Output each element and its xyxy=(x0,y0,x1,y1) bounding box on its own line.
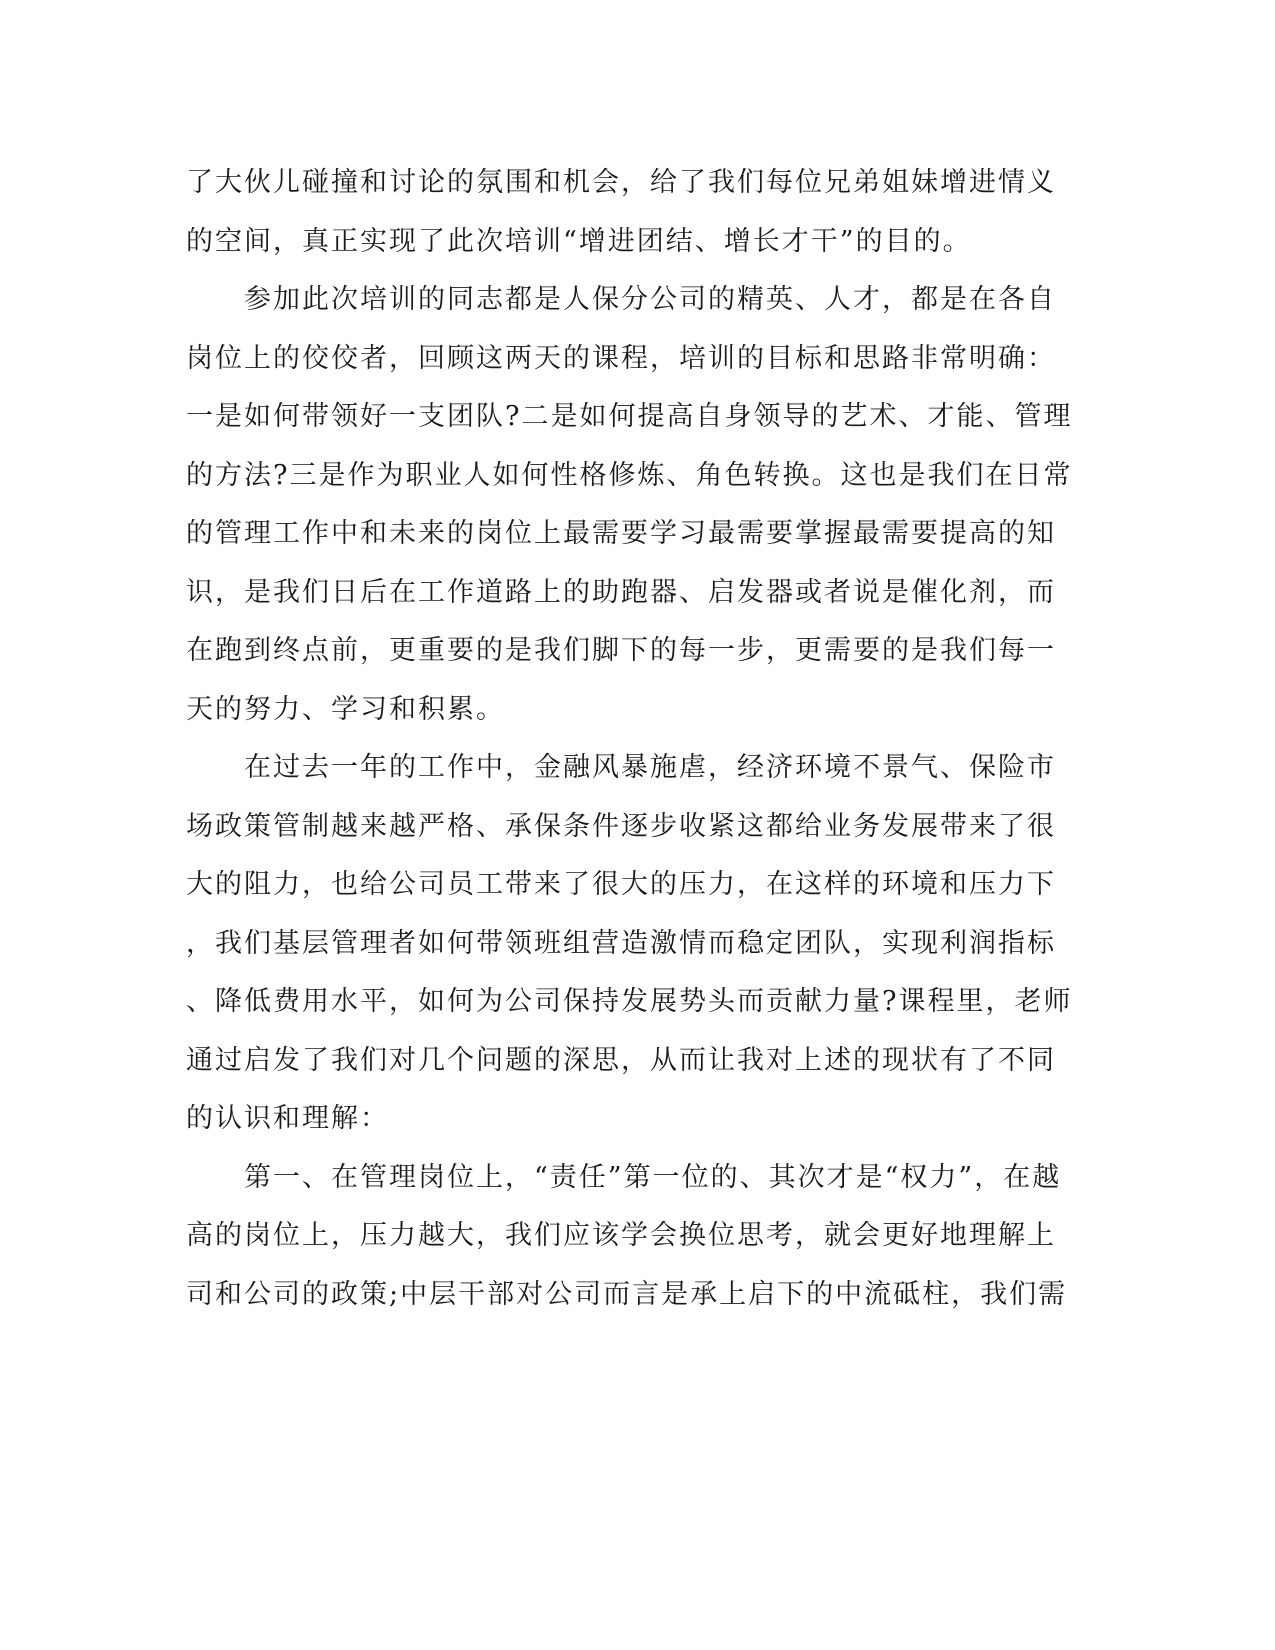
text-line: 场政策管制越来越严格、承保条件逐步收紧这都给业务发展带来了很 xyxy=(186,811,1056,842)
text-line: 的管理工作中和未来的岗位上最需要学习最需要掌握最需要提高的知 xyxy=(186,518,1056,549)
text-line: 高的岗位上，压力越大，我们应该学会换位思考，就会更好地理解上 xyxy=(186,1220,1056,1251)
text-line: 在跑到终点前，更重要的是我们脚下的每一步，更需要的是我们每一 xyxy=(186,635,1056,666)
text-line: 识，是我们日后在工作道路上的助跑器、启发器或者说是催化剂，而 xyxy=(186,577,1056,608)
text-line: ，我们基层管理者如何带领班组营造激情而稳定团队，实现利润指标 xyxy=(186,928,1056,959)
text-line: 的认识和理解： xyxy=(186,1103,389,1134)
text-line: 在过去一年的工作中，金融风暴施虐，经济环境不景气、保险市 xyxy=(186,752,1056,783)
text-line: 岗位上的佼佼者，回顾这两天的课程，培训的目标和思路非常明确： xyxy=(186,343,1056,374)
text-line: 的方法?三是作为职业人如何性格修炼、角色转换。这也是我们在日常 xyxy=(186,460,1073,491)
text-line: 的空间，真正实现了此次培训“增进团结、增长才干”的目的。 xyxy=(186,226,972,257)
text-line: 通过启发了我们对几个问题的深思，从而让我对上述的现状有了不同 xyxy=(186,1045,1056,1076)
text-line: 大的阻力，也给公司员工带来了很大的压力，在这样的环境和压力下 xyxy=(186,869,1056,900)
text-line: 天的努力、学习和积累。 xyxy=(186,694,505,725)
text-line: 了大伙儿碰撞和讨论的氛围和机会，给了我们每位兄弟姐妹增进情义 xyxy=(186,167,1056,198)
text-line: 参加此次培训的同志都是人保分公司的精英、人才，都是在各自 xyxy=(186,284,1056,315)
text-line: 第一、在管理岗位上，“责任”第一位的、其次才是“权力”，在越 xyxy=(186,1162,1062,1193)
text-line: 司和公司的政策;中层干部对公司而言是承上启下的中流砥柱，我们需 xyxy=(186,1279,1068,1310)
text-line: 、降低费用水平，如何为公司保持发展势头而贡献力量?课程里，老师 xyxy=(186,986,1073,1017)
text-line: 一是如何带领好一支团队?二是如何提高自身领导的艺术、才能、管理 xyxy=(186,401,1073,432)
